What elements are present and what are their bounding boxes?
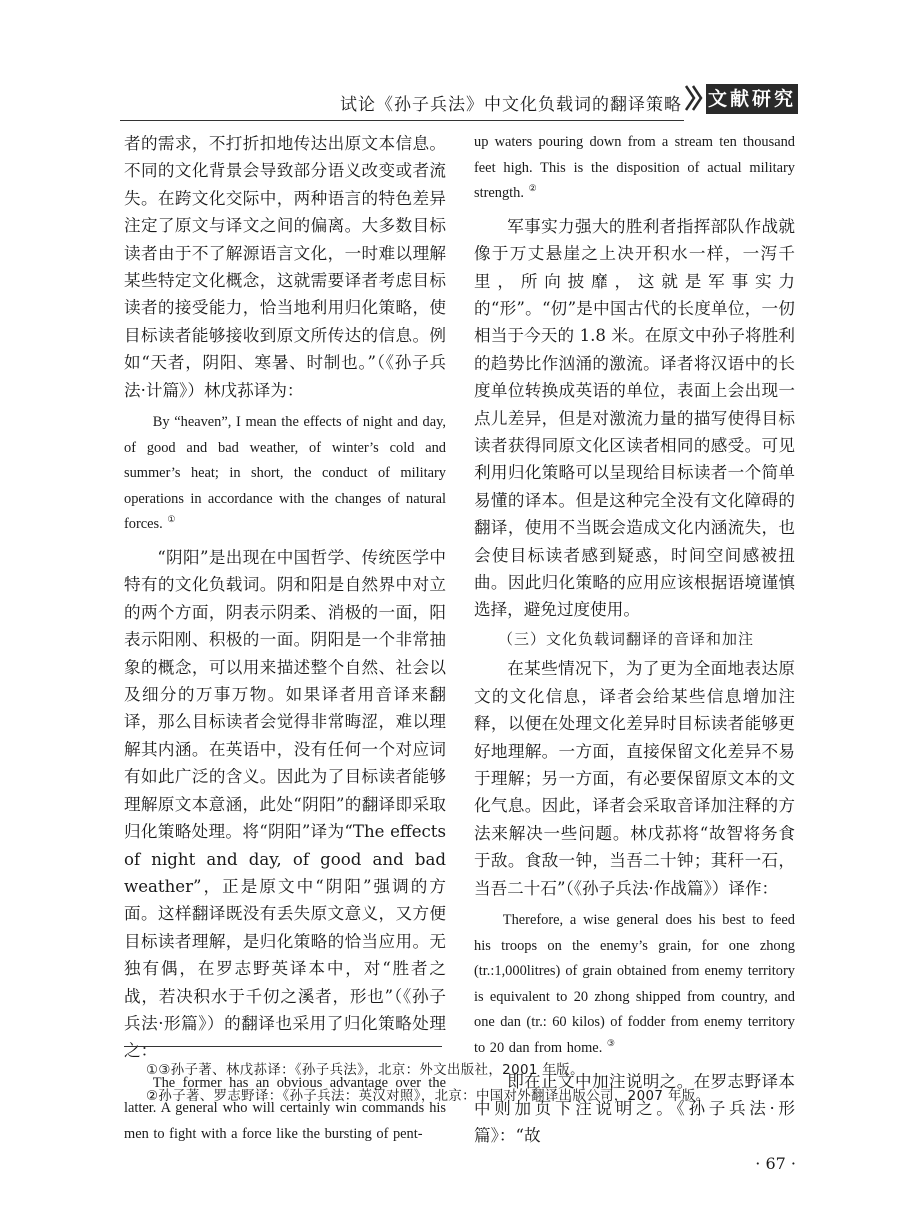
footnote-2: ②孙子著、罗志野译：《孙子兵法：英汉对照》，北京：中国对外翻译出版公司，2007 年版。	[146, 1089, 710, 1104]
body-paragraph	[474, 213, 795, 624]
running-title: 试论《孙子兵法》中文化负载词的翻译策略	[340, 95, 682, 115]
left-column	[124, 130, 446, 1154]
paragraph-text: 即在正文中加注说明之。在罗志野译本中则加页下注说明之。《孙子兵法·形篇》：“故	[474, 1071, 795, 1146]
english-quotation	[124, 410, 446, 538]
paragraph-text: （三）文化负载词翻译的音译和加注	[498, 629, 755, 648]
body-paragraph	[124, 130, 446, 404]
section-subheading	[474, 626, 795, 653]
section-tag: 文献研究	[706, 84, 798, 114]
paragraph-text: 军事实力强大的胜利者指挥部队作战就像于万丈悬崖之上决开积水一样，一泻千里，所向披靡，这就是军事实力的“形”。“仞”是中国古代的长度单位，一仞相当于今天的 1.8 米。在原文中孙子将胜利的趋势比作汹涌的激流。译者将汉语中的长度单位转换成英语的单位，表面上会出现一点儿差异，但是对激流力量的描写使得目标读者获得同原文化区读者相同的感受。可见利用归化策略可以呈现给目标读者一个简单易懂的译本。但是这种完全没有文化障碍的翻译，使用不当既会造成文化内涵流失，也会使目标读者感到疑惑，时间空间感被扭曲。因此归化策略的应用应该根据语境谨慎选择，避免过度使用。	[474, 216, 795, 620]
right-column	[474, 130, 795, 1150]
paragraph-text: 在某些情况下，为了更为全面地表达原文的文化信息，译者会给某些信息增加注释，以便在处理文化差异时目标读者能够更好地理解。一方面，直接保留文化差异不易于理解；另一方面，有必要保留原文本的文化气息。因此，译者会采取音译加注释的方法来解决一些问题。林戊荪将“故智将务食于敌。食敌一钟，当吾二十钟；萁秆一石，当吾二十石”（《孙子兵法·作战篇》）译作：	[474, 659, 795, 898]
english-quotation	[474, 130, 795, 207]
paragraph-text: The former has an obvious advantage over the latter. A general who will certainly win commands his men to fight with a force like the bursting of pent-	[124, 1074, 446, 1142]
footnotes	[146, 1058, 806, 1110]
paragraph-text: up waters pouring down from a stream ten thousand feet high. This is the disposition of actual military strength.	[474, 134, 795, 202]
running-header	[0, 78, 900, 128]
paragraph-text: Therefore, a wise general does his best to feed his troops on the enemy’s grain, for one zhong (tr.:1,000litres) of grain obtained from enemy territory is equivalent to 20 zhong shipped from country, and one dan (tr.: 60 kilos) of fodder from enemy territory to 20 dan from home.	[474, 911, 795, 1056]
paragraph-text: “阴阳”是出现在中国哲学、传统医学中特有的文化负载词。阴和阳是自然界中对立的两个方面，阴表示阴柔、消极的一面，阳表示阳刚、积极的一面。阴阳是一个非常抽象的概念，可以用来描述整个自然、社会以及细分的万事万物。如果译者用音译来翻译，那么目标读者会觉得非常晦涩，难以理解其内涵。在英语中，没有任何一个对应词有如此广泛的含义。因此为了目标读者能够理解原文本意涵，此处“阴阳”的翻译即采取归化策略处理。将“阴阳”译为“The effects of night and day, of good and bad weather”，正是原文中“阴阳”强调的方面。这样翻译既没有丢失原文意义，又方便目标读者理解，是归化策略的恰当应用。无独有偶，在罗志野英译本中，对“胜者之战，若决积水于千仞之溪者，形也”（《孙子兵法·形篇》）的翻译也采用了归化策略处理之：	[124, 548, 446, 1061]
english-quotation	[474, 908, 795, 1062]
footnote-1: ①③孙子著、林戊荪译：《孙子兵法》，北京：外文出版社，2001 年版。	[146, 1063, 584, 1078]
footnote-marker[interactable]: ③	[606, 1038, 615, 1049]
body-paragraph	[124, 544, 446, 1065]
paragraph-text: 者的需求，不打折扣地传达出原文本信息。不同的文化背景会导致部分语义改变或者流失。在跨文化交际中，两种语言的特色差异注定了原文与译文之间的偏离。大多数目标读者由于不了解源语言文化，一时难以理解某些特定文化概念，这就需要译者考虑目标读者的接受能力，恰当地利用归化策略，使目标读者能够接收到原文所传达的信息。例如“天者，阴阳、寒暑、时制也。”（《孙子兵法·计篇》）林戊荪译为：	[124, 134, 446, 400]
page-number: · 67 ·	[755, 1154, 796, 1173]
double-chevron-icon	[684, 84, 704, 112]
paragraph-text: By “heaven”, I mean the effects of night and day, of good and bad weather, of winter’s cold and summer’s heat; in short, the conduct of military operations in accordance with the changes of natural forces.	[124, 414, 446, 533]
footnote-marker[interactable]: ②	[528, 183, 537, 194]
footnote-rule	[124, 1046, 442, 1047]
footnote-marker[interactable]: ①	[167, 514, 176, 525]
header-rule	[120, 120, 684, 121]
body-paragraph	[474, 655, 795, 902]
